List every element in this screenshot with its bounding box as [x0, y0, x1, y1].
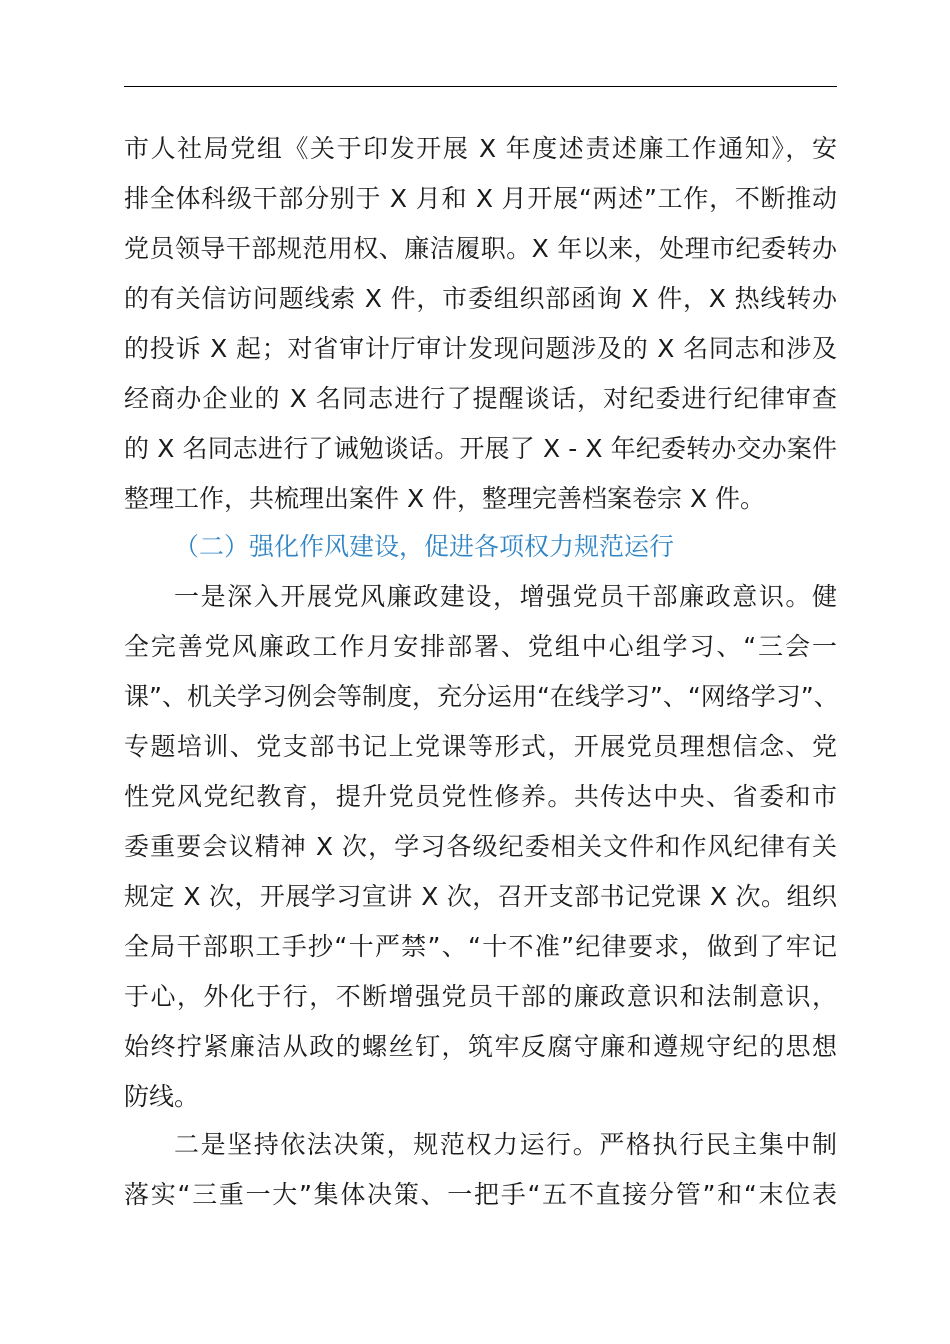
text-line: 专题培训、党支部书记上党课等形式，开展党员理想信念、党	[124, 732, 837, 761]
section-heading	[124, 522, 837, 572]
text-line: 规定 X 次，开展学习宣讲 X 次，召开支部书记党课 X 次。组织	[124, 882, 837, 911]
text-line: 党员领导干部规范用权、廉洁履职。X 年以来，处理市纪委转办	[124, 234, 837, 263]
text-line: 全完善党风廉政工作月安排部署、党组中心组学习、“三会一	[124, 632, 837, 661]
text-line: 全局干部职工手抄“十严禁”、“十不准”纪律要求，做到了牢记	[124, 932, 837, 961]
paragraph-2	[124, 572, 837, 1122]
text-line: 的投诉 X 起；对省审计厅审计发现问题涉及的 X 名同志和涉及	[124, 334, 837, 363]
text-line: 整理工作，共梳理出案件 X 件，整理完善档案卷宗 X 件。	[124, 484, 766, 513]
text-line: 的有关信访问题线索 X 件，市委组织部函询 X 件，X 热线转办	[124, 284, 837, 313]
text-line: 于心，外化于行，不断增强党员干部的廉政意识和法制意识，	[124, 982, 837, 1011]
text-line: 一是深入开展党风廉政建设，增强党员干部廉政意识。健	[174, 582, 837, 611]
text-line: 经商办企业的 X 名同志进行了提醒谈话，对纪委进行纪律审查	[124, 384, 837, 413]
paragraph-3	[124, 1120, 837, 1220]
text-line: 的 X 名同志进行了诫勉谈话。开展了 X - X 年纪委转办交办案件	[124, 434, 837, 463]
text-line: 排全体科级干部分别于 X 月和 X 月开展“两述”工作，不断推动	[124, 184, 837, 213]
text-line: 课”、机关学习例会等制度，充分运用“在线学习”、“网络学习”、	[124, 682, 839, 711]
text-line: 二是坚持依法决策，规范权力运行。严格执行民主集中制	[174, 1130, 837, 1159]
paragraph-1	[124, 124, 837, 524]
text-line: 始终拧紧廉洁从政的螺丝钉，筑牢反腐守廉和遵规守纪的思想	[124, 1032, 837, 1061]
header-rule	[124, 86, 837, 87]
text-line: 性党风党纪教育，提升党员党性修养。共传达中央、省委和市	[124, 782, 837, 811]
text-line: 防线。	[124, 1082, 200, 1111]
text-line: 委重要会议精神 X 次，学习各级纪委相关文件和作风纪律有关	[124, 832, 837, 861]
text-line: 市人社局党组《关于印发开展 X 年度述责述廉工作通知》，安	[124, 134, 837, 163]
text-line: 落实“三重一大”集体决策、一把手“五不直接分管”和“末位表	[124, 1180, 837, 1209]
section-heading-text: （二）强化作风建设，促进各项权力规范运行	[174, 532, 675, 561]
